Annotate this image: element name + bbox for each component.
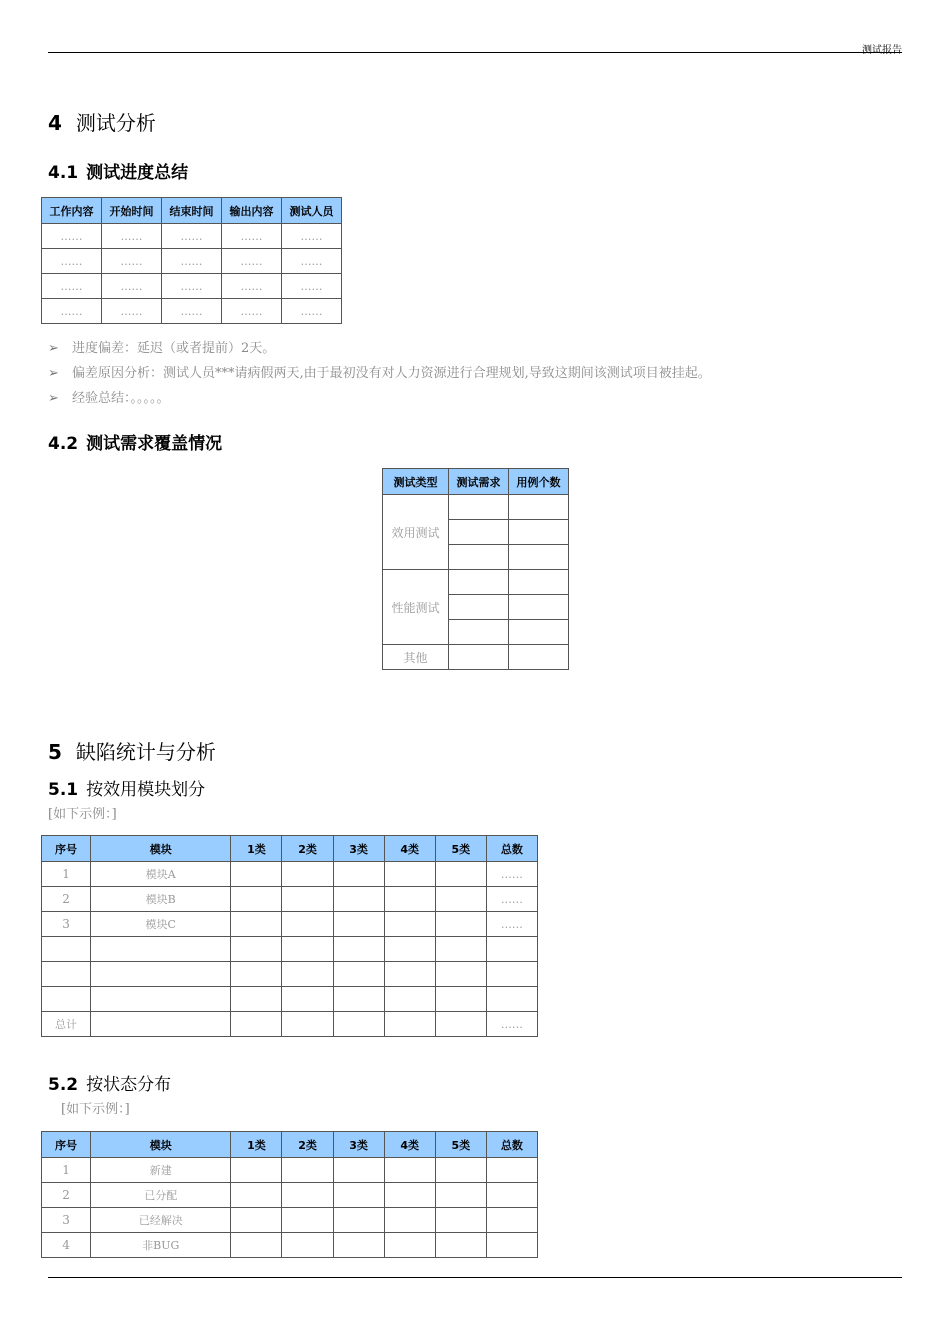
- table-cell: [486, 1233, 537, 1258]
- table-cell: [282, 1183, 333, 1208]
- column-header: 4类: [384, 836, 435, 862]
- table-cell: [384, 887, 435, 912]
- table-cell: 1: [42, 1158, 91, 1183]
- table-cell: 总计: [42, 1012, 91, 1037]
- table-cell: [333, 937, 384, 962]
- column-header: 2类: [282, 836, 333, 862]
- table-row: [383, 570, 569, 595]
- table-cell: [282, 1208, 333, 1233]
- table-cell: ……: [42, 249, 102, 274]
- table-cell: [282, 987, 333, 1012]
- table-cell: [435, 937, 486, 962]
- table-cell: [231, 862, 282, 887]
- table-row: [42, 887, 538, 912]
- table-cell: [509, 645, 569, 670]
- table-cell: [435, 1158, 486, 1183]
- column-header: 开始时间: [102, 198, 162, 224]
- table-cell: [435, 987, 486, 1012]
- table-cell: [333, 1158, 384, 1183]
- section-5-2-title: 按状态分布: [86, 1075, 172, 1095]
- table-cell: ……: [222, 274, 282, 299]
- table-row: [42, 1233, 538, 1258]
- table-cell: ……: [162, 274, 222, 299]
- section-5-heading: [48, 736, 216, 765]
- table-cell: [231, 912, 282, 937]
- table-row: [42, 249, 342, 274]
- table-cell: [509, 620, 569, 645]
- table-cell: [384, 987, 435, 1012]
- table-cell: [435, 1012, 486, 1037]
- table-cell: [333, 912, 384, 937]
- table-cell: [509, 520, 569, 545]
- table-cell: ……: [282, 224, 342, 249]
- table-cell: 3: [42, 1208, 91, 1233]
- table-cell: [333, 887, 384, 912]
- table-cell: [282, 962, 333, 987]
- column-header: 5类: [435, 1132, 486, 1158]
- table-cell: [91, 1012, 231, 1037]
- table-cell: [282, 1233, 333, 1258]
- table-cell: ……: [42, 224, 102, 249]
- table-cell: [509, 545, 569, 570]
- table-cell: [486, 1208, 537, 1233]
- column-header: 总数: [486, 1132, 537, 1158]
- column-header: 1类: [231, 1132, 282, 1158]
- table-cell: [282, 1158, 333, 1183]
- test-type-cell: 性能测试: [383, 570, 449, 645]
- table-cell: ……: [162, 224, 222, 249]
- table-cell: [333, 862, 384, 887]
- column-header: 总数: [486, 836, 537, 862]
- example-note: [如下示例：]: [61, 1102, 130, 1117]
- section-4-1-title: 测试进度总结: [86, 163, 189, 183]
- table-cell: [435, 1183, 486, 1208]
- section-4-2-number: 4.2: [48, 434, 79, 454]
- table-cell: ……: [282, 249, 342, 274]
- column-header: 用例个数: [509, 469, 569, 495]
- bullet-text: 经验总结：。。。。。: [72, 391, 170, 406]
- column-header: 模块: [91, 1132, 231, 1158]
- defects-by-module-table: [41, 835, 538, 1037]
- table-cell: [449, 545, 509, 570]
- section-4-1-number: 4.1: [48, 163, 79, 183]
- table-cell: [449, 620, 509, 645]
- table-cell: [435, 912, 486, 937]
- section-5-1-heading: [48, 775, 205, 800]
- test-type-cell: 效用测试: [383, 495, 449, 570]
- table-cell: 非BUG: [91, 1233, 231, 1258]
- table-cell: [486, 987, 537, 1012]
- progress-notes-list: [48, 340, 711, 415]
- table-cell: [282, 912, 333, 937]
- column-header: 测试类型: [383, 469, 449, 495]
- table-cell: [384, 862, 435, 887]
- table-cell: ……: [222, 224, 282, 249]
- column-header: 1类: [231, 836, 282, 862]
- list-item: [48, 340, 711, 365]
- list-item: [48, 390, 711, 415]
- table-cell: [231, 937, 282, 962]
- section-5-2-heading: [48, 1070, 171, 1095]
- table-row: [383, 495, 569, 520]
- table-cell: [282, 937, 333, 962]
- table-cell: [231, 887, 282, 912]
- table-row: [42, 274, 342, 299]
- table-cell: [384, 1208, 435, 1233]
- table-cell: ……: [102, 249, 162, 274]
- table-cell: ……: [162, 299, 222, 324]
- table-cell: 3: [42, 912, 91, 937]
- column-header: 结束时间: [162, 198, 222, 224]
- table-row: [383, 645, 569, 670]
- table-cell: [42, 937, 91, 962]
- table-cell: ……: [486, 1012, 537, 1037]
- table-cell: ……: [42, 274, 102, 299]
- table-cell: [435, 1233, 486, 1258]
- section-4-heading: [48, 107, 156, 136]
- table-cell: [91, 987, 231, 1012]
- table-cell: [333, 1012, 384, 1037]
- table-cell: [231, 1208, 282, 1233]
- table-cell: [231, 1233, 282, 1258]
- column-header: 5类: [435, 836, 486, 862]
- column-header: 3类: [333, 1132, 384, 1158]
- section-4-title: 测试分析: [75, 111, 156, 135]
- section-4-number: 4: [48, 111, 62, 135]
- section-5-1-number: 5.1: [48, 780, 79, 800]
- column-header: 模块: [91, 836, 231, 862]
- table-header-row: [42, 836, 538, 862]
- table-cell: [231, 987, 282, 1012]
- table-header-row: [42, 198, 342, 224]
- test-type-cell: 其他: [383, 645, 449, 670]
- table-cell: 模块C: [91, 912, 231, 937]
- table-cell: [449, 645, 509, 670]
- column-header: 测试人员: [282, 198, 342, 224]
- section-5-2-number: 5.2: [48, 1075, 79, 1095]
- table-cell: [231, 1012, 282, 1037]
- table-cell: [333, 962, 384, 987]
- table-header-row: [42, 1132, 538, 1158]
- table-cell: ……: [222, 299, 282, 324]
- table-cell: [449, 570, 509, 595]
- table-cell: ……: [486, 887, 537, 912]
- bullet-text: 偏差原因分析：测试人员***请病假两天,由于最初没有对人力资源进行合理规划,导致这期间该测试项目被挂起。: [72, 366, 711, 381]
- table-cell: [282, 887, 333, 912]
- table-cell: [231, 1183, 282, 1208]
- table-cell: ……: [222, 249, 282, 274]
- table-cell: [435, 962, 486, 987]
- table-cell: ……: [486, 912, 537, 937]
- table-cell: 已分配: [91, 1183, 231, 1208]
- bullet-text: 进度偏差：延迟（或者提前）2天。: [72, 341, 276, 356]
- table-cell: [91, 937, 231, 962]
- defects-by-status-table: [41, 1131, 538, 1258]
- table-cell: [384, 1233, 435, 1258]
- arrow-bullet-icon: ➢: [48, 391, 59, 406]
- table-header-row: [383, 469, 569, 495]
- table-cell: [333, 1208, 384, 1233]
- table-cell: [282, 1012, 333, 1037]
- section-5-1-title: 按效用模块划分: [86, 780, 206, 800]
- table-cell: [449, 520, 509, 545]
- table-cell: [91, 962, 231, 987]
- column-header: 序号: [42, 836, 91, 862]
- table-cell: [384, 1158, 435, 1183]
- column-header: 3类: [333, 836, 384, 862]
- footer-rule: [48, 1277, 902, 1278]
- table-row: [42, 937, 538, 962]
- table-row: [42, 1183, 538, 1208]
- example-note: [如下示例：]: [48, 807, 117, 822]
- table-cell: [486, 1158, 537, 1183]
- table-row: [42, 912, 538, 937]
- table-cell: [435, 887, 486, 912]
- list-item: [48, 365, 711, 390]
- table-cell: [384, 962, 435, 987]
- table-cell: [231, 962, 282, 987]
- arrow-bullet-icon: ➢: [48, 366, 59, 381]
- table-cell: 2: [42, 887, 91, 912]
- column-header: 序号: [42, 1132, 91, 1158]
- table-cell: [333, 1233, 384, 1258]
- table-cell: [384, 1183, 435, 1208]
- table-row: [42, 962, 538, 987]
- page-header-title: 测试报告: [862, 45, 902, 56]
- header-rule: [48, 52, 902, 53]
- table-cell: [282, 862, 333, 887]
- table-cell: ……: [102, 224, 162, 249]
- column-header: 2类: [282, 1132, 333, 1158]
- table-cell: [333, 987, 384, 1012]
- section-5-title: 缺陷统计与分析: [75, 740, 216, 764]
- table-cell: [384, 937, 435, 962]
- column-header: 工作内容: [42, 198, 102, 224]
- arrow-bullet-icon: ➢: [48, 341, 59, 356]
- column-header: 输出内容: [222, 198, 282, 224]
- column-header: 测试需求: [449, 469, 509, 495]
- table-cell: [486, 1183, 537, 1208]
- table-cell: 1: [42, 862, 91, 887]
- table-cell: [486, 962, 537, 987]
- table-cell: [449, 595, 509, 620]
- table-row: [42, 1158, 538, 1183]
- table-row: [42, 987, 538, 1012]
- table-cell: [384, 912, 435, 937]
- table-cell: 4: [42, 1233, 91, 1258]
- table-cell: 2: [42, 1183, 91, 1208]
- table-cell: [42, 962, 91, 987]
- table-cell: [231, 1158, 282, 1183]
- section-4-1-heading: [48, 158, 188, 183]
- table-cell: [509, 570, 569, 595]
- column-header: 4类: [384, 1132, 435, 1158]
- table-cell: 模块B: [91, 887, 231, 912]
- table-cell: ……: [282, 299, 342, 324]
- table-cell: ……: [102, 274, 162, 299]
- table-cell: [449, 495, 509, 520]
- requirement-coverage-table: [382, 468, 569, 670]
- table-cell: [435, 862, 486, 887]
- progress-summary-table: [41, 197, 342, 324]
- table-cell: ……: [102, 299, 162, 324]
- table-cell: [486, 937, 537, 962]
- table-cell: [333, 1183, 384, 1208]
- section-4-2-heading: [48, 429, 222, 454]
- table-cell: [42, 987, 91, 1012]
- section-5-number: 5: [48, 740, 62, 764]
- table-cell: 模块A: [91, 862, 231, 887]
- table-cell: [435, 1208, 486, 1233]
- table-cell: ……: [486, 862, 537, 887]
- table-cell: ……: [282, 274, 342, 299]
- table-cell: [384, 1012, 435, 1037]
- table-total-row: [42, 1012, 538, 1037]
- table-cell: [509, 595, 569, 620]
- table-cell: [509, 495, 569, 520]
- table-cell: ……: [42, 299, 102, 324]
- table-row: [42, 862, 538, 887]
- section-4-2-title: 测试需求覆盖情况: [86, 434, 223, 454]
- table-row: [42, 1208, 538, 1233]
- table-cell: ……: [162, 249, 222, 274]
- table-row: [42, 299, 342, 324]
- table-row: [42, 224, 342, 249]
- table-cell: 新建: [91, 1158, 231, 1183]
- table-cell: 已经解决: [91, 1208, 231, 1233]
